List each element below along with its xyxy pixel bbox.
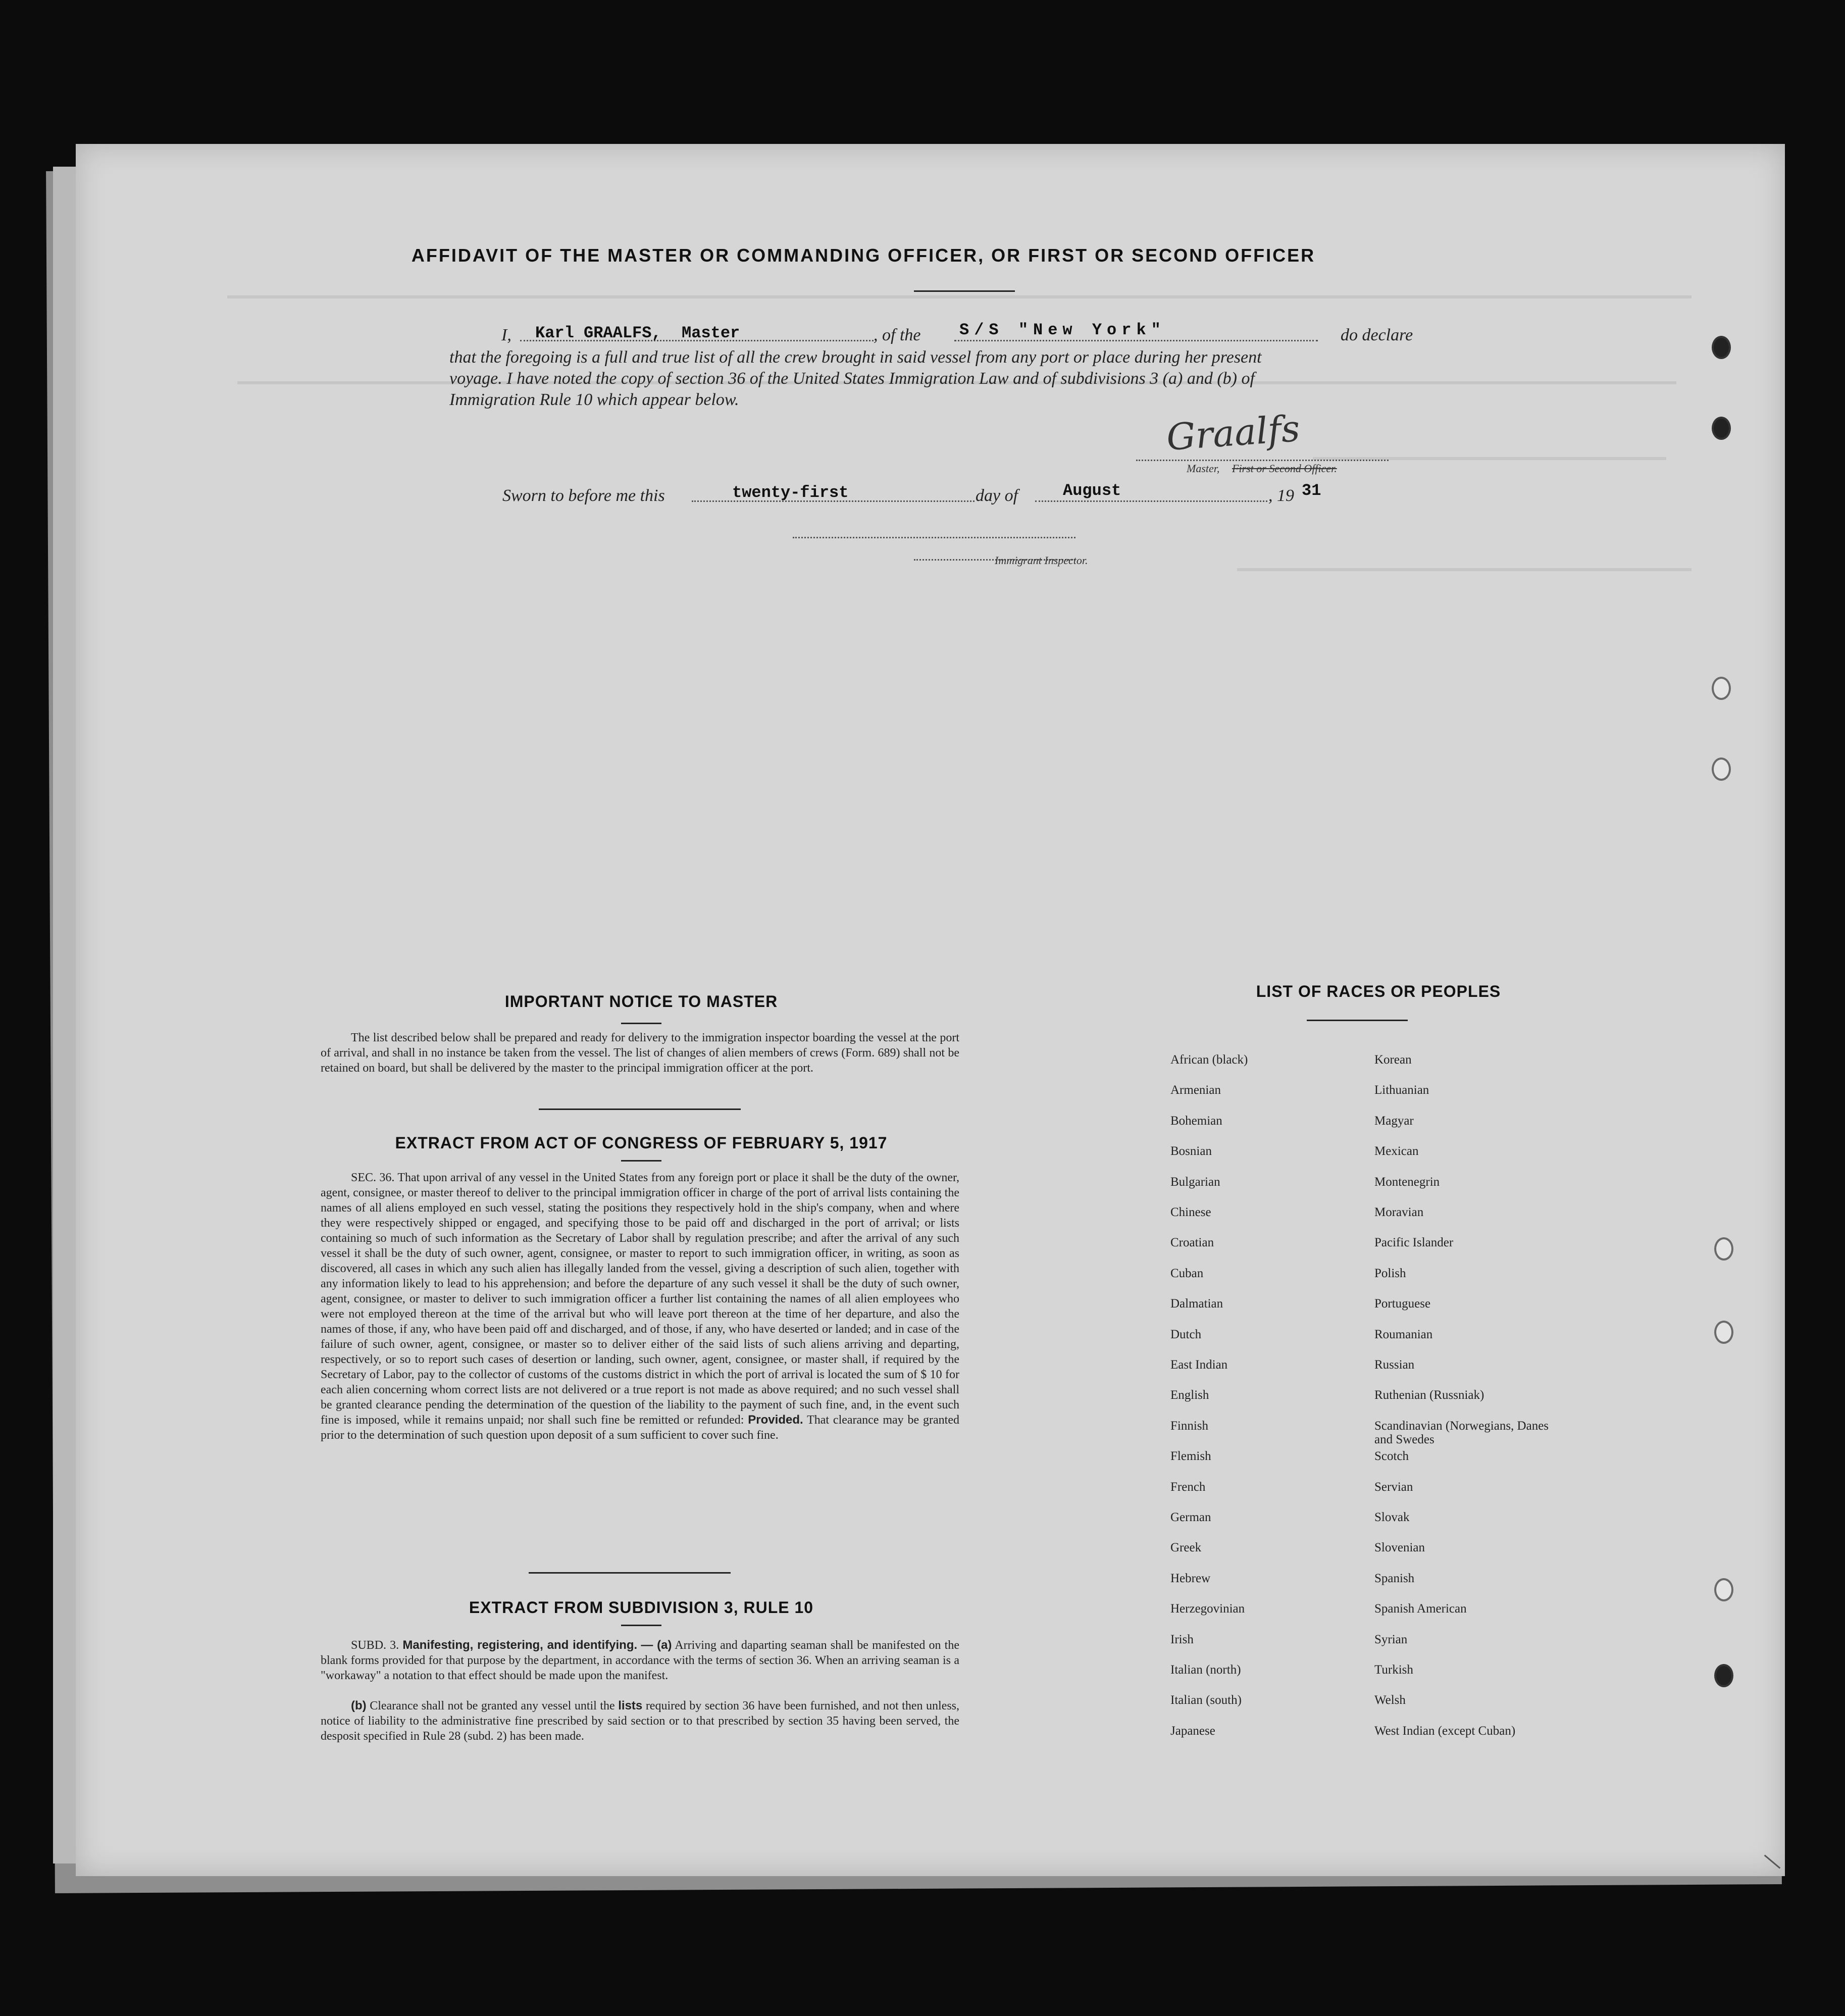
- punch-hole: [1712, 758, 1731, 781]
- race-left-item: Hebrew: [1170, 1571, 1211, 1585]
- rule10-rule: [621, 1625, 661, 1626]
- master-name: Karl GRAALFS,: [535, 324, 661, 342]
- bleed-through-line: [227, 295, 1692, 298]
- race-right-item: Scotch: [1374, 1449, 1409, 1464]
- race-left-item: Irish: [1170, 1632, 1194, 1646]
- title-rule: [914, 290, 1015, 292]
- race-right-item: Syrian: [1374, 1632, 1408, 1646]
- act-body-end: That clearance may be granted prior to the determination of such question upon deposit of a sum sufficient to cover such fine.: [321, 1414, 959, 1442]
- inspector-caption: Immigrant Inspector.: [995, 554, 1088, 567]
- section-divider: [529, 1572, 731, 1574]
- rule10-a-text: Arriving and daparting seaman shall be manifested on the blank forms provided for that purpose by the department, in accordance with the terms of section 36. When an arriving seaman is a "workaway" a notation to that effect should be made upon the manifest.: [321, 1639, 959, 1682]
- race-left-item: Cuban: [1170, 1266, 1204, 1280]
- signature-line: [1136, 460, 1389, 461]
- race-left-item: English: [1170, 1388, 1209, 1402]
- race-left-item: Chinese: [1170, 1205, 1211, 1219]
- race-left-item: Dalmatian: [1170, 1297, 1223, 1311]
- race-left-item: Herzegovinian: [1170, 1602, 1245, 1616]
- vessel-name: S/S "New York": [959, 321, 1166, 339]
- rule10-para-b: [321, 1698, 959, 1744]
- act-text: [321, 1170, 959, 1443]
- race-right-item: Spanish American: [1374, 1602, 1467, 1616]
- race-left-item: Bosnian: [1170, 1144, 1212, 1158]
- bleed-through-line: [1237, 568, 1692, 571]
- rule10-subd: SUBD. 3.: [351, 1639, 399, 1652]
- signature-caption-struck: First or Second Officer.: [1232, 462, 1337, 475]
- rule10-para-a: [321, 1638, 959, 1683]
- race-right-item: Servian: [1374, 1480, 1413, 1494]
- race-left-item: Italian (north): [1170, 1663, 1241, 1677]
- affidavit-line-3: voyage. I have noted the copy of section 36 of the United States Immigration Law and of subdivisions 3 (a) and (b) of: [449, 369, 1255, 388]
- race-right-item: Magyar: [1374, 1114, 1414, 1128]
- races-title: LIST OF RACES OR PEOPLES: [1256, 982, 1501, 1000]
- affidavit-prefix: I,: [501, 326, 511, 344]
- sworn-month-line: [1035, 500, 1267, 502]
- sworn-text: Sworn to before me this: [502, 486, 665, 505]
- vessel-blank-line: [954, 340, 1318, 341]
- rule10-heading: Manifesting, registering, and identifying.: [402, 1638, 638, 1652]
- rule10-title: EXTRACT FROM SUBDIVISION 3, RULE 10: [469, 1598, 814, 1617]
- rule10-b-text-2: required by section 36 have been furnished, and not then unless, notice of liability to the administrative fine prescribed by said section or to that prescribed by section 35 having been served, the desposit specified in Rule 28 (subd. 2) has been made.: [321, 1699, 960, 1743]
- section-divider: [539, 1108, 741, 1110]
- race-right-item: West Indian (except Cuban): [1374, 1724, 1516, 1738]
- signature-caption-master: Master,: [1187, 462, 1220, 475]
- races-rule: [1307, 1020, 1408, 1021]
- race-right-item: Slovenian: [1374, 1541, 1425, 1555]
- race-left-item: Greek: [1170, 1541, 1202, 1555]
- notice-title: IMPORTANT NOTICE TO MASTER: [504, 992, 778, 1011]
- race-left-item: Dutch: [1170, 1327, 1202, 1341]
- race-left-item: East Indian: [1170, 1358, 1228, 1372]
- race-right-item: Roumanian: [1374, 1327, 1433, 1341]
- year-suffix: 31: [1302, 481, 1321, 500]
- race-right-item: Moravian: [1374, 1205, 1424, 1219]
- punch-hole: [1712, 677, 1731, 700]
- do-declare-text: do declare: [1341, 326, 1413, 344]
- race-right-item: Lithuanian: [1374, 1083, 1429, 1097]
- race-right-item: Mexican: [1374, 1144, 1419, 1158]
- punch-hole: [1714, 1321, 1733, 1344]
- rule10-b-lists: lists: [618, 1699, 643, 1712]
- race-right-item: Ruthenian (Russniak): [1374, 1388, 1484, 1402]
- race-left-item: French: [1170, 1480, 1206, 1494]
- race-right-item: Polish: [1374, 1266, 1406, 1280]
- act-title: EXTRACT FROM ACT OF CONGRESS OF FEBRUARY 5, 1917: [395, 1134, 888, 1152]
- race-right-item: Scandinavian (Norwegians, Danes and Swedes: [1374, 1419, 1549, 1446]
- affidavit-line-4: Immigration Rule 10 which appear below.: [449, 390, 739, 409]
- master-rank: Master: [682, 324, 740, 342]
- day-of-text: day of: [976, 486, 1018, 505]
- corner-mark: [1764, 1854, 1781, 1869]
- rule10-b-text-1: Clearance shall not be granted any vessel until the: [370, 1699, 615, 1712]
- race-left-item: Italian (south): [1170, 1693, 1242, 1707]
- punch-hole: [1712, 417, 1731, 440]
- page-edge: [53, 167, 76, 1863]
- race-right-item: Welsh: [1374, 1693, 1406, 1707]
- race-left-item: German: [1170, 1510, 1211, 1524]
- race-left-item: Flemish: [1170, 1449, 1211, 1464]
- master-signature: Graalfs: [1165, 407, 1302, 459]
- affidavit-line-2: that the foregoing is a full and true list of all the crew brought in said vessel from any port or place during her present: [449, 348, 1262, 367]
- sworn-month: August: [1063, 481, 1121, 500]
- race-right-item: Russian: [1374, 1358, 1415, 1372]
- race-right-item: Slovak: [1374, 1510, 1410, 1524]
- race-right-item: Turkish: [1374, 1663, 1413, 1677]
- sworn-day: twenty-first: [732, 483, 849, 502]
- race-right-item: Korean: [1374, 1053, 1412, 1067]
- punch-hole: [1712, 336, 1731, 359]
- of-the-text: , of the: [874, 326, 921, 344]
- race-right-item: Pacific Islander: [1374, 1236, 1454, 1250]
- race-left-item: Bulgarian: [1170, 1175, 1220, 1189]
- race-left-item: Finnish: [1170, 1419, 1209, 1433]
- notice-rule: [621, 1023, 661, 1024]
- punch-hole: [1714, 1664, 1733, 1687]
- race-right-item: Spanish: [1374, 1571, 1415, 1585]
- race-left-item: Croatian: [1170, 1236, 1214, 1250]
- punch-hole: [1714, 1578, 1733, 1601]
- race-left-item: Japanese: [1170, 1724, 1215, 1738]
- race-right-item: Montenegrin: [1374, 1175, 1440, 1189]
- race-left-item: Armenian: [1170, 1083, 1221, 1097]
- year-prefix: , 19: [1268, 486, 1294, 505]
- affidavit-title: AFFIDAVIT OF THE MASTER OR COMMANDING OFFICER, OR FIRST OR SECOND OFFICER: [411, 245, 1316, 266]
- race-left-item: African (black): [1170, 1053, 1248, 1067]
- inspector-line-1: [793, 537, 1075, 538]
- race-left-item: Bohemian: [1170, 1114, 1222, 1128]
- act-body: SEC. 36. That upon arrival of any vessel in the United States from any foreign port or place it shall be the duty of the owner, agent, consignee, or master thereof to deliver to the principal immigration officer in charge of the port of arrival lists containing the names of all aliens employed en such vessel, stating the positions they respectively hold in the ship's company, when and where they were respectively shipped or engaged, and specifying those to be paid off and discharged in the port of arrival; or lists containing so much of such information as the Secretary of Labor shall by regulation prescribe; and after the arrival of any such vessel it shall be the duty of such owner, agent, consignee, or master to report to such immigration officer, in writing, as soon as discovered, all cases in which any such alien has illegally landed from the vessel, giving a description of such alien, together with any information likely to lead to his apprehension; and before the departure of any such vessel it shall be the duty of such owner, agent, consignee, or master to deliver to such immigration officer a further list containing the names of all alien employees who were not employed thereon at the time of the arrival but who will leave port thereon at the time of her departure, and also the names of those, if any, who have been paid off and discharged, and of those, if any, who have deserted or landed; and in case of the failure of such owner, agent, consignee, or master so to deliver either of the said lists of such aliens arriving and departing, respectively, or so to report such cases of desertion or landing, such owner, agent, consignee, or master shall, if required by the Secretary of Labor, pay to the collector of customs of the customs district in which the port of arrival is located the sum of $ 10 for each alien concerning whom correct lists are not delivered or a true report is not made as above required; and no such vessel shall be granted clearance pending the determination of the question of the liability to the payment of such fine, and, in the event such fine is imposed, while it remains unpaid; nor shall such fine be remitted or refunded:: [321, 1171, 959, 1427]
- act-rule: [621, 1160, 661, 1162]
- rule10-a-label: — (a): [641, 1638, 672, 1652]
- rule10-b-label: (b): [351, 1699, 367, 1712]
- act-provided: Provided.: [748, 1413, 803, 1427]
- document-page: [76, 144, 1785, 1876]
- punch-hole: [1714, 1237, 1733, 1261]
- notice-text: The list described below shall be prepared and ready for delivery to the immigration inspector boarding the vessel at the port of arrival, and shall in no instance be taken from the vessel. The list of changes of alien members of crews (Form. 689) shall not be retained on board, but shall be delivered by the master to the principal immigration officer at the port.: [321, 1031, 959, 1075]
- race-right-item: Portuguese: [1374, 1297, 1431, 1311]
